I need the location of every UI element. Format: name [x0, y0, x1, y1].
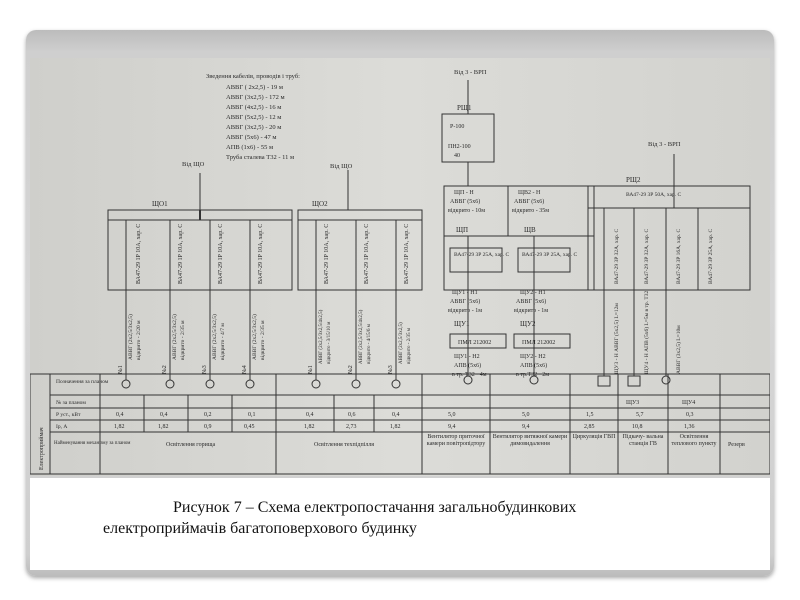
circuit-cable: АВВГ (2х2,5/3х2,5/4х2,5)	[359, 309, 364, 364]
vent-len: відкрито - 35м	[512, 208, 550, 214]
circuit-cable: АВВГ (2х2,5/3х2,5)	[172, 314, 178, 360]
circuit-no: №2	[348, 365, 354, 374]
source-label-vrp-right: Від 3 - ВРП	[648, 141, 681, 148]
vent-cable: АВВГ (5х6)	[514, 199, 545, 205]
vent-breaker: ВА47-29 3Р 25А, хар. С	[454, 252, 510, 258]
panel-label-shcho1: ЩО1	[152, 200, 168, 208]
table-p: 0,4	[160, 412, 168, 418]
vent-box: ЩУ1	[454, 320, 470, 328]
rshch2-line: АВВГ (3х2,5) L=10м	[676, 325, 682, 374]
panel-label-rshch2: РЩ2	[626, 176, 641, 184]
vent-low-cable: АПВ (5х6)	[454, 363, 482, 369]
table-row-label: № за планом	[56, 400, 86, 406]
table-name-group7: Освітлення теплового пункту	[671, 434, 717, 447]
cable-summary-item: АВВГ (5х2,5) - 12 м	[226, 114, 282, 121]
figure-caption	[30, 478, 770, 570]
circuit-len: відкрито - 2/20 м	[136, 320, 142, 360]
table-row-label: Найменування механізму за планом	[54, 441, 131, 446]
panel-label-shcho2: ЩО2	[312, 200, 328, 208]
table-no-plan: ЩУ4	[682, 400, 696, 406]
table-name-group3: Вентилятор приточної камери повітропідтору	[426, 434, 486, 447]
table-ip: 0,9	[204, 424, 212, 430]
panel-label-rshch1: РЩ1	[457, 104, 472, 112]
table-ip: 9,4	[448, 424, 456, 430]
vent-head: ЩП - Н	[454, 190, 474, 196]
table-name-group6: Підкачу- вальна станція ГВ	[622, 434, 664, 447]
table-name-group1: Освітлення горища	[166, 442, 216, 448]
circuit-len: відкрито - 2/35 м	[260, 320, 266, 360]
source-label-vrp: Від 3 - ВРП	[454, 69, 487, 76]
scanned-diagram	[30, 58, 770, 476]
vent-box: ЩУ2	[520, 320, 536, 328]
breaker-label: ВА47-29 3Р 16А, хар. С	[676, 228, 682, 284]
circuit-len: відкрито - 3/15/10 м	[327, 321, 332, 364]
table-p: 0,4	[116, 412, 124, 418]
rshch1-fuse-rating: 40	[454, 153, 460, 159]
rshch2-line: ЩУ3 - Н АВВГ (5х2,5) L=12м	[614, 303, 620, 374]
table-p: 0,2	[204, 412, 212, 418]
vent-mid: ЩУ1 - Н1	[452, 290, 478, 296]
circuit-len: відкрито - 4/7 м	[220, 323, 226, 360]
circuit-cable: АВВГ (2х2,5/3х2,5)	[252, 314, 258, 360]
vent-mid-len: відкрито - 1м	[448, 308, 483, 314]
circuit-no: №2	[162, 365, 168, 374]
table-row-label: Р уст., кВт	[56, 412, 81, 418]
table-name-group2: Освітлення техпідпілля	[314, 442, 375, 448]
table-side-label: Електроприймач	[39, 427, 45, 470]
source-label-shcho2: Від ЩО	[330, 163, 353, 170]
table-name-group5: Циркуляція ГВП	[572, 434, 616, 440]
caption-line-1: Рисунок 7 – Схема електропостачання загальнобудинкових	[173, 499, 577, 516]
table-p: 1,5	[586, 412, 594, 418]
rshch2-line: ЩУ4 - Н АПВ (5х6) L=5м в тр. Т32	[644, 290, 650, 374]
table-p: 0,6	[348, 412, 356, 418]
circuit-no: №1	[308, 365, 314, 374]
table-p: 5,0	[448, 412, 456, 418]
circuit-no: №3	[388, 365, 394, 374]
cable-summary-item: АПВ (1х6) - 55 м	[226, 144, 274, 151]
table-p: 0,4	[306, 412, 314, 418]
cable-summary-item: АВВГ (3х2,5) - 172 м	[226, 94, 285, 101]
source-label-shcho1: Від ЩО	[182, 161, 205, 168]
table-name-group8: Резерв	[728, 442, 745, 448]
table-p: 5,7	[636, 412, 644, 418]
power-supply-schematic	[30, 58, 770, 476]
table-ip: 1,82	[114, 424, 125, 430]
table-ip: 2,73	[346, 424, 357, 430]
cable-summary-item: АВВГ (3х2,5) - 20 м	[226, 124, 282, 131]
breaker-label: ВА47-29 1Р 10А, хар. С	[178, 223, 184, 284]
vent-panel: ЩП	[456, 226, 469, 234]
circuit-cable: АВВГ (2х2,5/3х2,5)	[399, 322, 404, 364]
cable-summary-item: АВВГ ( 2х2,5) - 19 м	[226, 84, 283, 91]
cable-summary-item: АВВГ (5х6) - 47 м	[226, 134, 277, 141]
table-ip: 2,85	[584, 424, 595, 430]
rshch2-breaker-header: ВА47-29 3Р 50А, хар. С	[626, 192, 682, 198]
table-ip: 10,8	[632, 424, 643, 430]
cable-summary-title: Зведення кабелів, проводів і труб:	[206, 73, 300, 80]
table-ip: 1,82	[304, 424, 315, 430]
vent-mid: ЩУ2 - Н1	[520, 290, 546, 296]
circuit-len: відкрито - 2/35 м	[180, 320, 186, 360]
table-ip: 9,4	[522, 424, 530, 430]
breaker-label: ВА47-29 1Р 10А, хар. С	[404, 223, 410, 284]
vent-head: ЩВ2 - Н	[518, 190, 541, 196]
table-ip: 0,45	[244, 424, 255, 430]
table-p: 0,4	[392, 412, 400, 418]
table-no-plan: ЩУ3	[626, 400, 640, 406]
table-p: 5,0	[522, 412, 530, 418]
vent-mid-len: відкрито - 1м	[514, 308, 549, 314]
circuit-no: №1	[118, 365, 124, 374]
vent-low: ЩУ2 - Н2	[520, 354, 546, 360]
circuit-cable: АВВГ (2х2,5/3х2,5)	[128, 314, 134, 360]
table-p: 0,3	[686, 412, 694, 418]
circuit-len: відкрито - 4/15/6 м	[367, 324, 372, 364]
table-name-group4: Вентилятор витяжної камери димовидалення	[492, 434, 568, 447]
table-row-label: Позначення за планом	[56, 379, 109, 385]
breaker-label: ВА47-29 1Р 10А, хар. С	[218, 223, 224, 284]
breaker-label: ВА47-29 1Р 10А, хар. С	[364, 223, 370, 284]
breaker-label: ВА47-29 1Р 10А, хар. С	[136, 223, 142, 284]
caption-line-2: електроприймачів багатоповерхового будинку	[103, 520, 417, 537]
table-ip: 1,82	[390, 424, 401, 430]
vent-cable: АВВГ (5х6)	[450, 199, 481, 205]
vent-mid-cable: АВВГ (5х6)	[516, 299, 547, 305]
breaker-label: ВА47-29 1Р 10А, хар. С	[324, 223, 330, 284]
circuit-no: №4	[242, 365, 248, 374]
vent-starter: ПМЛ 212002	[522, 340, 556, 346]
circuit-cable: АВВГ (2х2,5/3х2,5/4х2,5)	[319, 309, 324, 364]
vent-starter: ПМЛ 212002	[458, 340, 492, 346]
circuit-cable: АВВГ (2х2,5/3х2,5)	[212, 314, 218, 360]
table-ip: 1,36	[684, 424, 695, 430]
cable-summary-item: АВВГ (4х2,5) - 16 м	[226, 104, 282, 111]
breaker-label: ВА47-29 3Р 32А, хар. С	[614, 228, 620, 284]
vent-panel: ЩВ	[524, 226, 536, 234]
breaker-label: ВА47-29 1Р 10А, хар. С	[258, 223, 264, 284]
vent-breaker: ВА47-29 3Р 25А, хар. С	[522, 252, 578, 258]
breaker-label: ВА47-29 3Р 25А, хар. С	[708, 228, 714, 284]
cable-summary-item: Труба сталева Т32 - 11 м	[226, 154, 295, 161]
table-p: 0,1	[248, 412, 256, 418]
table-ip: 1,82	[158, 424, 169, 430]
vent-len: відкрито - 10м	[448, 208, 486, 214]
breaker-label: ВА47-29 3Р 32А, хар. С	[644, 228, 650, 284]
vent-mid-cable: АВВГ (5х6)	[450, 299, 481, 305]
vent-low-len: в тр. Т32 - 4м	[452, 372, 487, 378]
table-row-label: Ір, А	[56, 424, 68, 430]
circuit-no: №3	[202, 365, 208, 374]
circuit-len: відкрито - 2/35 м	[407, 328, 412, 364]
vent-low-len: в тр.Т32 - 2м	[516, 372, 549, 378]
rshch1-fuse: ПН2-100	[448, 144, 471, 150]
vent-low: ЩУ1 - Н2	[454, 354, 480, 360]
vent-low-cable: АПВ (5х6)	[520, 363, 548, 369]
rshch1-breaker: Р-100	[450, 124, 465, 130]
